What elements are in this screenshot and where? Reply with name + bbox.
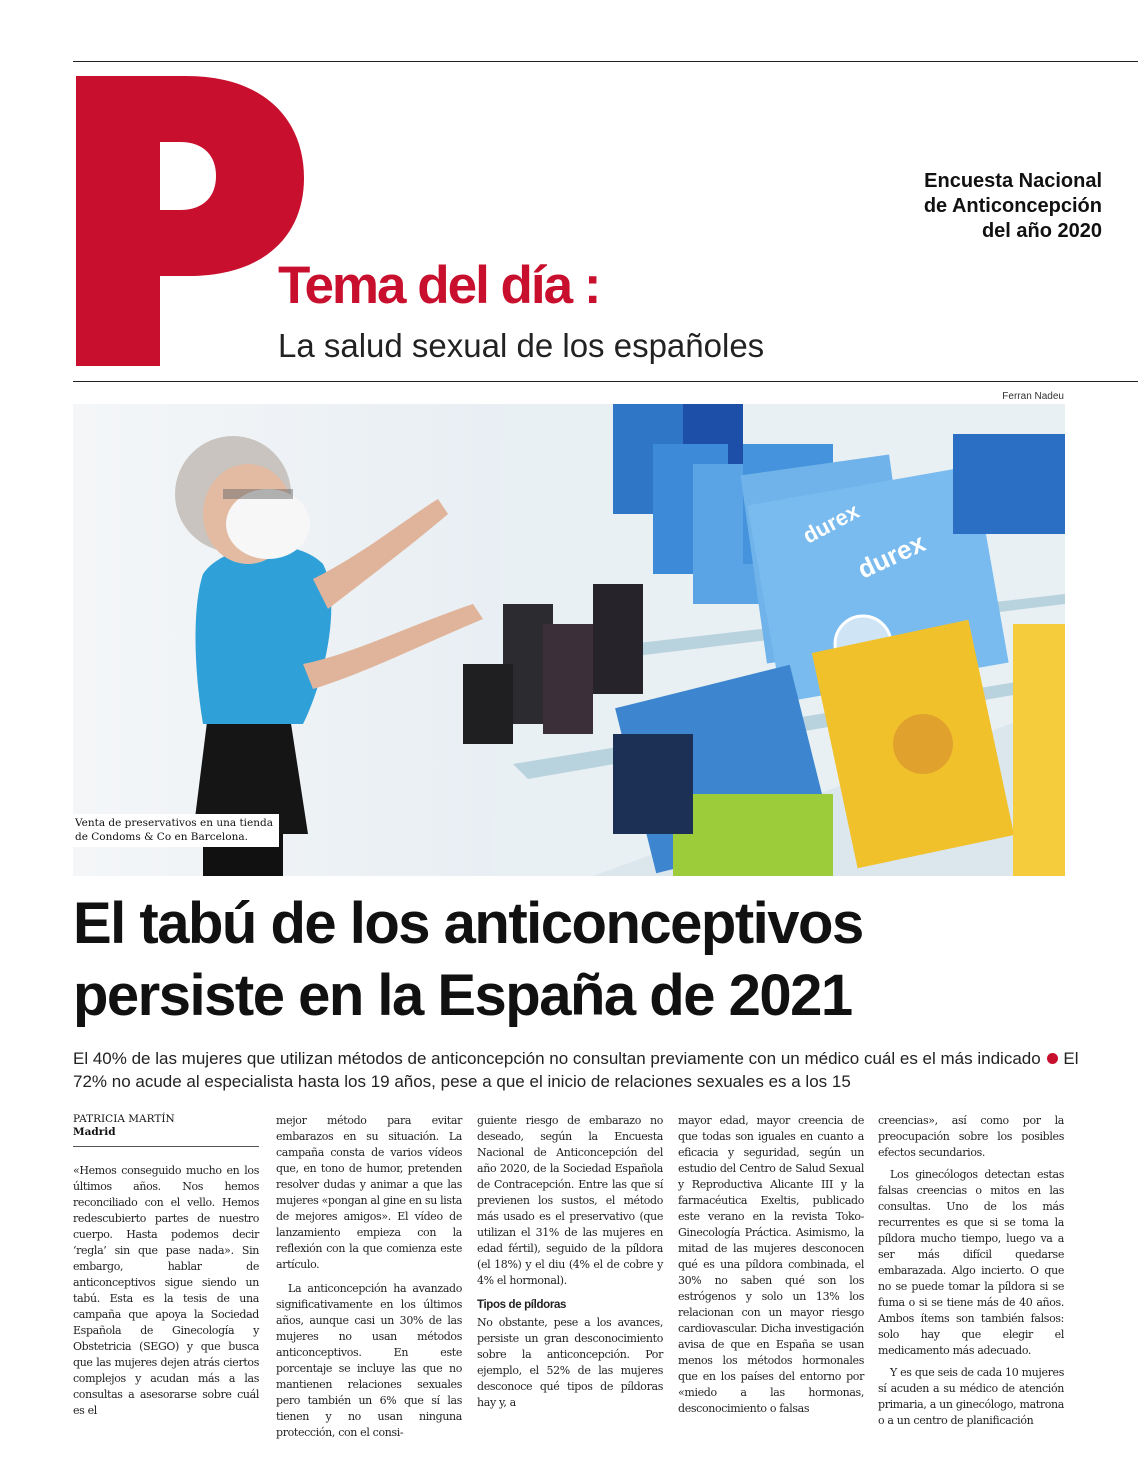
author-name: PATRICIA MARTÍN (73, 1113, 175, 1125)
bullet-dot-icon (1047, 1053, 1058, 1064)
paragraph: creencias», así como por la preocupación sobre los posibles efectos secundarios. (878, 1114, 1064, 1159)
dek-part-2: El 72% no acude al especialista hasta los 19 años, pese a que el inicio de relaciones sexuales es a los 15 (73, 1049, 1079, 1091)
box-brand-label: durex (798, 498, 864, 549)
top-rule (73, 61, 1138, 62)
photo-credit: Ferran Nadeu (1002, 391, 1064, 402)
headline-line-2: persiste en la España de 2021 (73, 963, 852, 1028)
article-column-1 (73, 1113, 259, 1419)
survey-title: Encuesta Nacional de Anticoncepción del año 2020 (923, 170, 1102, 242)
section-letter-p-logo (76, 76, 306, 366)
headline-line-1: El tabú de los anticonceptivos (73, 891, 863, 956)
photo-illustration (73, 404, 1065, 876)
article-photo (73, 404, 1065, 876)
byline-divider (73, 1146, 259, 1147)
box-brand-label: durex (852, 527, 930, 585)
paragraph: La anticoncepción ha avanzado significativamente en los últimos años, aunque casi un 30% de las mujeres no usan métodos anticonceptivos. En este porcentaje se incluye las que no mantienen relaciones sexuales pero también un 6% que sí las tienen y no usan ninguna protección, con el consi- (276, 1282, 462, 1439)
article-column-4 (678, 1113, 864, 1417)
paragraph: No obstante, pese a los avances, persiste un gran desconocimiento sobre la anticoncepción. Por ejemplo, el 52% de las mujeres desconoce qué tipos de píldoras hay y, a (477, 1316, 663, 1409)
article-column-3 (477, 1113, 663, 1411)
article-dek (73, 1047, 1093, 1093)
dek-part-1: El 40% de las mujeres que utilizan métodos de anticoncepción no consultan previamente con un médico cuál es el más indicado (73, 1049, 1041, 1068)
header-bottom-rule (73, 381, 1138, 382)
article-column-2 (276, 1113, 462, 1441)
paragraph: mayor edad, mayor creencia de que todas son iguales en cuanto a eficacia y seguridad, según un estudio del Centro de Salud Sexual y Reproductiva Alicante III y la farmacéutica Exeltis, publicado este verano en la revista Toko-Ginecología Práctica. Asimismo, la mitad de las mujeres desconocen qué es una píldora combinada, el 30% no saben qué son los estrógenos y solo un 13% los relacionan con un mayor riesgo cardiovascular. Dicha investigación avisa de que en España se usan menos los métodos hormonales que en los países del entorno por «miedo a las hormonas, desconocimiento o falsas (678, 1114, 864, 1415)
photo-caption: Venta de preservativos en una tienda de Condoms & Co en Barcelona. (73, 814, 279, 847)
paragraph: Los ginecólogos detectan estas falsas creencias o mitos en las consultas. Uno de los más recurrentes es que si se toma la píldora mucho tiempo, luego va a ser más difícil quedarse embarazada. Algo incierto. O que no se puede tomar la píldora si se fuma o si se tiene más de 40 años. Ambos ítems son también falsos: solo hay que elegir el medicamento más adecuado. (878, 1168, 1064, 1357)
paragraph: guiente riesgo de embarazo no deseado, según la Encuesta Nacional de Anticoncepción del año 2020, de la Sociedad Española de Contracepción. Entre las que sí previenen los sustos, el método más usado es el preservativo (que utilizan el 31% de las mujeres en edad fértil), seguido de la píldora (el 18%) y el diu (4% el de cobre y 4% el hormonal). (477, 1114, 663, 1287)
section-subtitle: La salud sexual de los españoles (278, 327, 765, 364)
paragraph: Y es que seis de cada 10 mujeres sí acuden a su médico de atención primaria, a un ginecólogo, matrona o a un centro de planificación (878, 1366, 1064, 1427)
article-headline (73, 888, 863, 1032)
paragraph: «Hemos conseguido mucho en los últimos años. Nos hemos reconciliado con el vello. Hemos redescubierto partes de nuestro cuerpo. Hasta podemos decir ‘regla’ sin que pase nada». Sin embargo, hablar de anticonceptivos sigue siendo un tabú. Esta es la tesis de una campaña que apoya la Sociedad Española de Ginecología y Obstetricia (SEGO) y que busca que las mujeres dejen atrás ciertos complejos y acudan más a las consultas a asesorarse sobre cuál es el (73, 1164, 259, 1417)
section-title: Tema del día : (278, 256, 600, 315)
paragraph: mejor método para evitar embarazos en su situación. La campaña consta de varios vídeos que, en tono de humor, pretenden resolver dudas y animar a que las mujeres «pongan al gine en su lista de mejores amigos». El vídeo de lanzamiento empieza con la reflexión con la que comienza este artículo. (276, 1114, 462, 1271)
article-column-5 (878, 1113, 1064, 1429)
subheading: Tipos de píldoras (477, 1299, 567, 1311)
author-location: Madrid (73, 1126, 116, 1138)
